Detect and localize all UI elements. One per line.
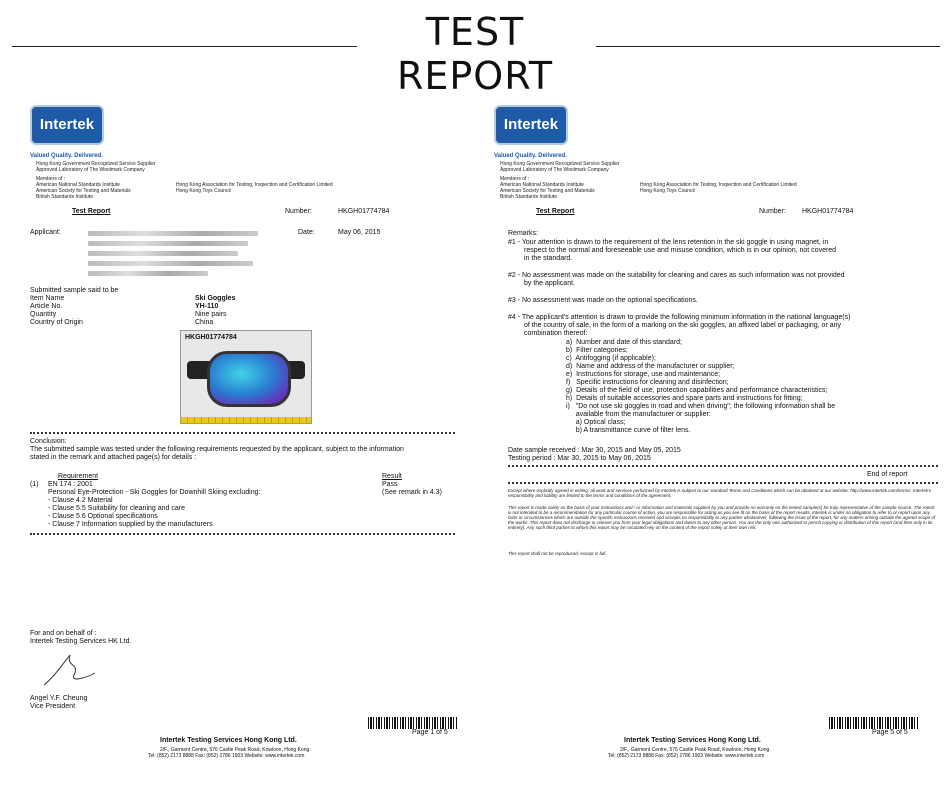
terms-paragraph: Except where explicitly agreed in writing, all work and services performed by Intertek is subject to our standard Terms and Conditions which can be obtained at our website: http://www.intertek.com/terms/. Intertek's responsibility and liability are limited to the terms and conditions of the agreement. xyxy=(508,488,932,498)
info-item: h) Details of suitable accessories and spare parts and instructions for fitting; xyxy=(566,395,803,402)
member-right-2: Hong Kong Toys Council xyxy=(640,188,695,194)
info-item: c) Antifogging (if applicable); xyxy=(566,355,656,362)
banner-rule-right xyxy=(596,46,940,47)
members-label: Members of : xyxy=(36,176,66,182)
remark-1-cont: respect to the normal and foreseeable use and misuse condition, which is in our opinion, not covered xyxy=(524,247,837,254)
header-line-2: Approved Laboratory of The Woolmark Company xyxy=(500,167,609,173)
report-page-1 xyxy=(30,105,470,770)
sample-photo xyxy=(180,330,312,424)
conclusion-text-2: stated in the remark and attached page(s) for details : xyxy=(30,454,197,461)
info-item: e) Instructions for storage, use and maintenance; xyxy=(566,371,721,378)
ruler xyxy=(181,417,311,423)
reproduction-note: This report shall not be reproduced, except in full. xyxy=(508,551,607,556)
clause-item: - Clause 5.6 Optional specifications xyxy=(48,513,158,520)
footer-company: Intertek Testing Services Hong Kong Ltd. xyxy=(624,737,761,744)
info-item: d) Name and address of the manufacturer or supplier; xyxy=(566,363,735,370)
member-left-3: British Standards Institute xyxy=(500,194,557,200)
remark-2: #2 - No assessment was made on the suitability for cleaning and cares as such information was not provided xyxy=(508,272,845,279)
member-left-3: British Standards Institute xyxy=(36,194,93,200)
req-description: Personal Eye-Protection - Ski Goggles for Downhill Skiing excluding: xyxy=(48,489,261,496)
page-number: Page 1 of 5 xyxy=(412,729,448,736)
disclaimer-paragraph: This report is made solely on the basis of your instructions and / or information and materials supplied by you and provide no warranty on the tested sample(s) be truly representative of the sample source. The report is not intended to be a recommendation for any particular course of action, you are responsible for acting as you see fit on the basis of the report results. Intertek is under no obligation to refer to or report upon any facts or circumstances which are outside the specific instructions received and accepts no responsibility to any parties whatsoever, following the issue of the report, for any matters arising outside the agreed scope of the works. This report does not discharge or release you from your legal obligations and duties to any other person. You are the only one authorized to permit copying or distribution of this report (and then only in its entirety). Any such third parties to whom this report may be circulated rely on the content of the report solely at their own risk. xyxy=(508,505,935,530)
remark-3: #3 - No assessment was made on the optional specifications. xyxy=(508,297,698,304)
result-note: (See remark in 4.3) xyxy=(382,489,442,496)
info-item: i) "Do not use ski goggles in road and when driving"; the following information shall be xyxy=(566,403,836,410)
divider xyxy=(508,465,938,467)
divider xyxy=(30,533,455,535)
banner xyxy=(0,0,950,98)
clause-item: - Clause 4.2 Material xyxy=(48,497,113,504)
number-label: Number: xyxy=(285,208,312,215)
info-item: a) Optical class; xyxy=(566,419,626,426)
req-standard: EN 174 : 2001 xyxy=(48,481,93,488)
behalf-line-1: For and on behalf of : xyxy=(30,630,97,637)
report-date: May 06, 2015 xyxy=(338,229,381,236)
photo-caption: HKGH01774784 xyxy=(185,334,237,341)
banner-rule-left xyxy=(12,46,357,47)
redacted-line xyxy=(88,231,258,236)
page-number: Page 5 of 5 xyxy=(872,729,908,736)
remark-4-cont: combination thereof: xyxy=(524,330,588,337)
footer-address: 2/F., Garment Centre, 576 Castle Peak Road, Kowloon, Hong Kong. xyxy=(160,747,311,753)
members-label: Members of : xyxy=(500,176,530,182)
footer-contact: Tel: (852) 2173 8888 Fax: (852) 2786 1903 Website: www.intertek.com xyxy=(148,753,305,759)
intertek-logo: Intertek xyxy=(30,105,104,145)
origin-label: Country of Origin xyxy=(30,319,83,326)
info-item: b) Filter categories; xyxy=(566,347,628,354)
tagline: Valued Quality. Delivered. xyxy=(494,153,567,159)
banner-title: TEST REPORT xyxy=(396,10,554,98)
signature xyxy=(40,647,100,692)
remark-4: #4 - The applicant's attention is drawn to provide the following minimum information in the national language(s) xyxy=(508,314,851,321)
divider xyxy=(508,482,938,484)
member-right-2: Hong Kong Toys Council xyxy=(176,188,231,194)
info-item: available from the manufacturer or supplier: xyxy=(566,411,711,418)
remark-1: #1 - Your attention is drawn to the requirement of the lens retention in the ski goggle in using magnet, in xyxy=(508,239,829,246)
applicant-label: Applicant: xyxy=(30,229,61,236)
end-of-report: End of report xyxy=(867,471,908,478)
item-name-label: Item Name xyxy=(30,295,65,302)
conclusion-label: Conclusion: xyxy=(30,438,67,445)
footer-company: Intertek Testing Services Hong Kong Ltd. xyxy=(160,737,297,744)
barcode xyxy=(829,717,919,729)
divider xyxy=(30,432,455,434)
item-name-value: Ski Goggles xyxy=(195,295,236,302)
redacted-line xyxy=(88,261,253,266)
info-item: g) Details of the field of use, protection capabilities and performance characteristics; xyxy=(566,387,828,394)
article-label: Article No. xyxy=(30,303,63,310)
redacted-line xyxy=(88,241,248,246)
sample-label: Submitted sample said to be xyxy=(30,287,119,294)
header-line-1: Hong Kong Government Recognized Service Supplier xyxy=(500,161,620,167)
barcode xyxy=(368,717,458,729)
member-left-1: American National Standards Institute xyxy=(36,182,120,188)
member-right-1: Hong Kong Association for Testing, Inspection and Certification Limited xyxy=(176,182,333,188)
footer-address: 2/F., Garment Centre, 576 Castle Peak Road, Kowloon, Hong Kong. xyxy=(620,747,771,753)
result-pass: Pass xyxy=(382,481,398,488)
doc-title: Test Report xyxy=(72,208,111,215)
doc-title: Test Report xyxy=(536,208,575,215)
clause-item: - Clause 7 Information supplied by the manufacturers xyxy=(48,521,213,528)
redacted-line xyxy=(88,251,238,256)
remark-1-cont: in the standard. xyxy=(524,255,573,262)
report-page-5 xyxy=(494,105,934,770)
testing-period: Testing period : Mar 30, 2015 to May 06, 2015 xyxy=(508,455,651,462)
tagline: Valued Quality. Delivered. xyxy=(30,153,103,159)
quantity-value: Nine pairs xyxy=(195,311,227,318)
article-value: YH-110 xyxy=(195,303,219,310)
member-left-1: American National Standards Institute xyxy=(500,182,584,188)
remark-4-cont: of the country of sale, in the form of a marking on the ski goggles, an affixed label or packaging, or any xyxy=(524,322,841,329)
footer-contact: Tel: (852) 2173 8888 Fax: (852) 2786 1903 Website: www.intertek.com xyxy=(608,753,765,759)
clause-item: - Clause 5.5 Suitability for cleaning and care xyxy=(48,505,185,512)
info-item: f) Specific instructions for cleaning and disinfection; xyxy=(566,379,729,386)
remarks-label: Remarks: xyxy=(508,230,538,237)
behalf-line-2: Intertek Testing Services HK Ltd. xyxy=(30,638,132,645)
signer-title: Vice President xyxy=(30,703,76,710)
header-line-2: Approved Laboratory of The Woolmark Company xyxy=(36,167,145,173)
info-item: a) Number and date of this standard; xyxy=(566,339,682,346)
requirement-header: Requirement xyxy=(58,473,99,480)
header-line-1: Hong Kong Government Recognized Service Supplier xyxy=(36,161,156,167)
date-received: Date sample received : Mar 30, 2015 and May 05, 2015 xyxy=(508,447,681,454)
quantity-label: Quantity xyxy=(30,311,57,318)
intertek-logo: Intertek xyxy=(494,105,568,145)
goggle-lens xyxy=(207,351,291,407)
member-left-2: American Society for Testing and Materials xyxy=(36,188,131,194)
conclusion-text-1: The submitted sample was tested under the following requirements requested by the applicant, subject to the information xyxy=(30,446,404,453)
result-header: Result xyxy=(382,473,402,480)
report-number: HKGH01774784 xyxy=(802,208,854,215)
date-label: Date: xyxy=(298,229,315,236)
info-item: b) A transmittance curve of filter lens. xyxy=(566,427,691,434)
report-number: HKGH01774784 xyxy=(338,208,390,215)
member-left-2: American Society for Testing and Materials xyxy=(500,188,595,194)
redacted-line xyxy=(88,271,208,276)
remark-2-cont: by the applicant. xyxy=(524,280,575,287)
member-right-1: Hong Kong Association for Testing, Inspection and Certification Limited xyxy=(640,182,797,188)
signer-name: Angel Y.F. Cheung xyxy=(30,695,88,702)
origin-value: China xyxy=(195,319,214,326)
number-label: Number: xyxy=(759,208,786,215)
req-number: (1) xyxy=(30,481,39,488)
